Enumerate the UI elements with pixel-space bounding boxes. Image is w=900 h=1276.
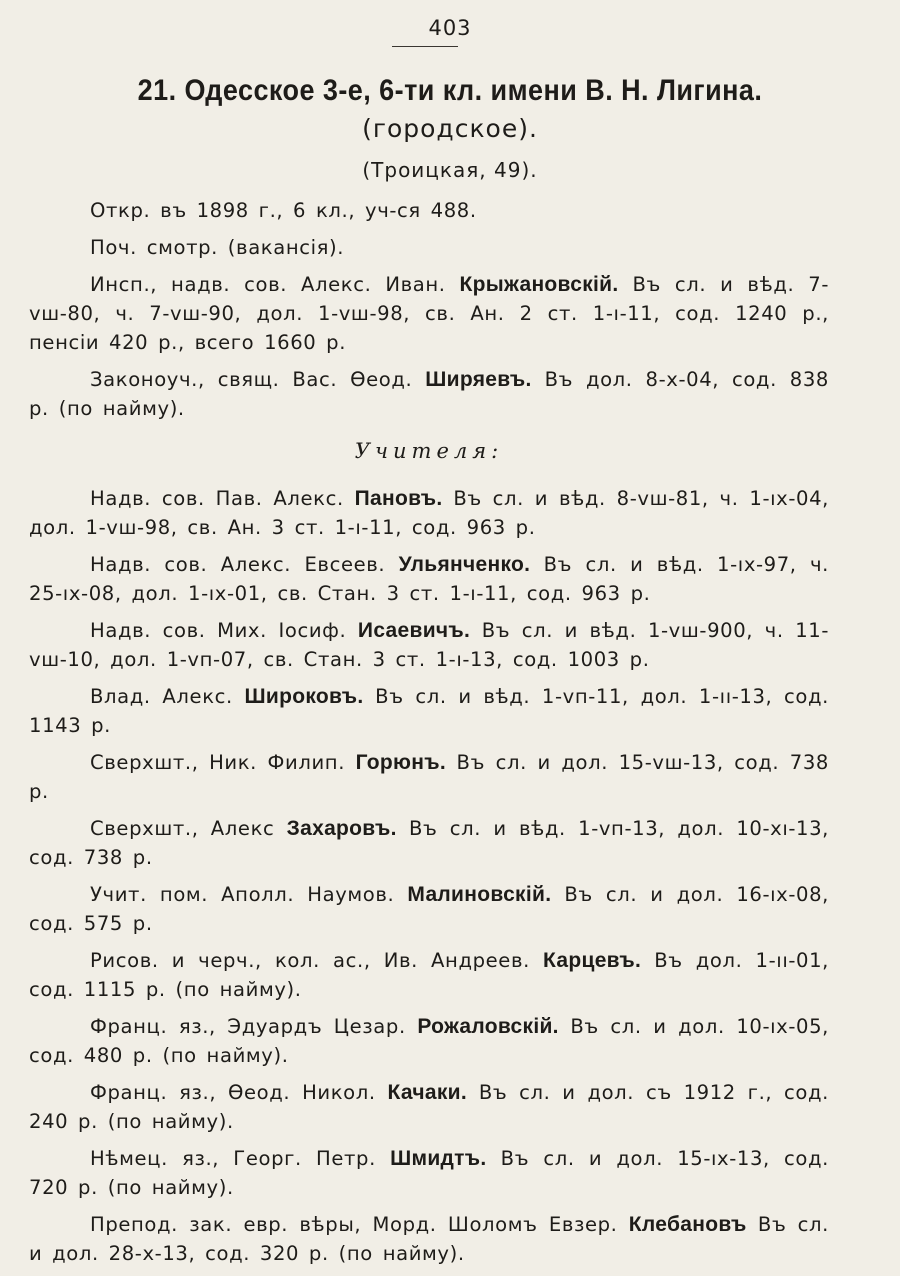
entry-details: Въ сл. и дол. 16-ıx-08, сод. 575 р.: [29, 883, 829, 935]
person-surname: Клебановъ: [628, 1213, 747, 1236]
intro-entry: [29, 233, 829, 262]
entry-text: Надв. сов. Пав. Алекс.: [90, 487, 355, 510]
entry-text: Препод. зак. евр. вѣры, Морд. Шоломъ Евзер.: [90, 1213, 629, 1236]
entry-details: Въ сл. и вѣд. 1-vп-11, дол. 1-ıı-13, сод. 1143 р.: [29, 685, 829, 737]
entry-text: Учит. пом. Аполл. Наумов.: [90, 883, 408, 906]
person-surname: Ширяевъ.: [425, 368, 532, 391]
teacher-entry: [29, 748, 829, 806]
entry-text: Франц. яз., Эдуардъ Цезар.: [90, 1015, 418, 1038]
entry-text: Законоуч., свящ. Вас. Ѳеод.: [90, 368, 426, 391]
entry-details: Въ сл. и дол. 10-ıx-05, сод. 480 р. (по найму).: [29, 1015, 829, 1067]
document-body: [29, 196, 829, 1276]
person-surname: Карцевъ.: [543, 949, 642, 972]
entry-text: Франц. яз., Ѳеод. Никол.: [90, 1081, 388, 1104]
entry-details: Въ сл. и дол. 15-ıx-13, сод. 720 р. (по найму).: [29, 1147, 829, 1199]
entry-text: Инсп., надв. сов. Алекс. Иван.: [90, 273, 460, 296]
entry-text: Рисов. и черч., кол. ас., Ив. Андреев.: [90, 949, 544, 972]
teacher-entry: [29, 946, 829, 1004]
page-number-rule: [392, 46, 458, 47]
teacher-entry: [29, 1078, 829, 1136]
teacher-entry: [29, 484, 829, 542]
entry-text: Влад. Алекс.: [90, 685, 245, 708]
person-surname: Качаки.: [387, 1081, 467, 1104]
teacher-entry: [29, 880, 829, 938]
teacher-entry: [29, 814, 829, 872]
entry-details: Въ сл. и вѣд. 1-ıx-97, ч. 25-ıx-08, дол. 1-ıx-01, св. Стан. 3 ст. 1-ı-11, сод. 963 р.: [29, 553, 829, 605]
entry-details: Въ дол. 8-x-04, сод. 838 р. (по найму).: [29, 368, 829, 420]
entry-details: Въ сл. и дол. 28-x-13, сод. 320 р. (по найму).: [29, 1213, 830, 1265]
teachers-heading: Учителя:: [354, 439, 504, 463]
person-surname: Крыжановскій.: [459, 273, 619, 296]
entry-details: Въ сл. и дол. 15-vш-13, сод. 738 р.: [29, 751, 829, 803]
person-surname: Ульянченко.: [398, 553, 531, 576]
intro-section: [29, 196, 829, 423]
page-number: 403: [428, 16, 472, 40]
entry-text: Нѣмец. яз., Георг. Петр.: [90, 1147, 391, 1170]
teacher-entry: [29, 1144, 829, 1202]
entry-details: Въ сл. и вѣд. 7-vш-80, ч. 7-vш-90, дол. 1-vш-98, св. Ан. 2 ст. 1-ı-11, сод. 1240 р., пенсіи 420 р., всего 1660 р.: [29, 273, 829, 354]
person-surname: Захаровъ.: [286, 817, 397, 840]
intro-entry: [29, 196, 829, 225]
teacher-entry: [29, 1210, 829, 1268]
entry-text: Поч. смотр. (вакансія).: [90, 236, 345, 259]
person-surname: Исаевичъ.: [357, 619, 471, 642]
person-surname: Малиновскій.: [407, 883, 552, 906]
entry-details: Въ сл. и вѣд. 8-vш-81, ч. 1-ıx-04, дол. 1-vш-98, св. Ан. 3 ст. 1-ı-11, сод. 963 р.: [29, 487, 829, 539]
entry-details: Въ сл. и дол. съ 1912 г., сод. 240 р. (по найму).: [29, 1081, 829, 1133]
person-surname: Рожаловскій.: [417, 1015, 559, 1038]
school-address: (Троицкая, 49).: [362, 158, 538, 182]
person-surname: Широковъ.: [244, 685, 364, 708]
entry-details: Въ сл. и вѣд. 1-vш-900, ч. 11-vш-10, дол. 1-vп-07, св. Стан. 3 ст. 1-ı-13, сод. 1003 р.: [29, 619, 830, 671]
person-surname: Пановъ.: [354, 487, 443, 510]
teacher-entry: [29, 682, 829, 740]
entry-text: Откр. въ 1898 г., 6 кл., уч-ся 488.: [90, 199, 477, 222]
entry-details: Въ сл. и вѣд. 1-vп-13, дол. 10-xı-13, сод. 738 р.: [29, 817, 829, 869]
school-subtitle: (городское).: [362, 114, 538, 143]
entry-text: Сверхшт., Ник. Филип.: [90, 751, 356, 774]
teachers-section: [29, 484, 829, 1268]
entry-text: Сверхшт., Алекс: [90, 817, 287, 840]
intro-entry: [29, 270, 829, 357]
person-surname: Горюнъ.: [355, 751, 446, 774]
school-title: 21. Одесское 3-е, 6-ти кл. имени В. Н. Лигина.: [137, 74, 763, 107]
teacher-entry: [29, 616, 829, 674]
entry-text: Надв. сов. Алекс. Евсеев.: [90, 553, 399, 576]
teacher-entry: [29, 550, 829, 608]
teacher-entry: [29, 1012, 829, 1070]
entry-text: Надв. сов. Мих. Іосиф.: [90, 619, 358, 642]
intro-entry: [29, 365, 829, 423]
entry-details: Въ дол. 1-ıı-01, сод. 1115 р. (по найму).: [29, 949, 829, 1001]
person-surname: Шмидтъ.: [390, 1147, 487, 1170]
